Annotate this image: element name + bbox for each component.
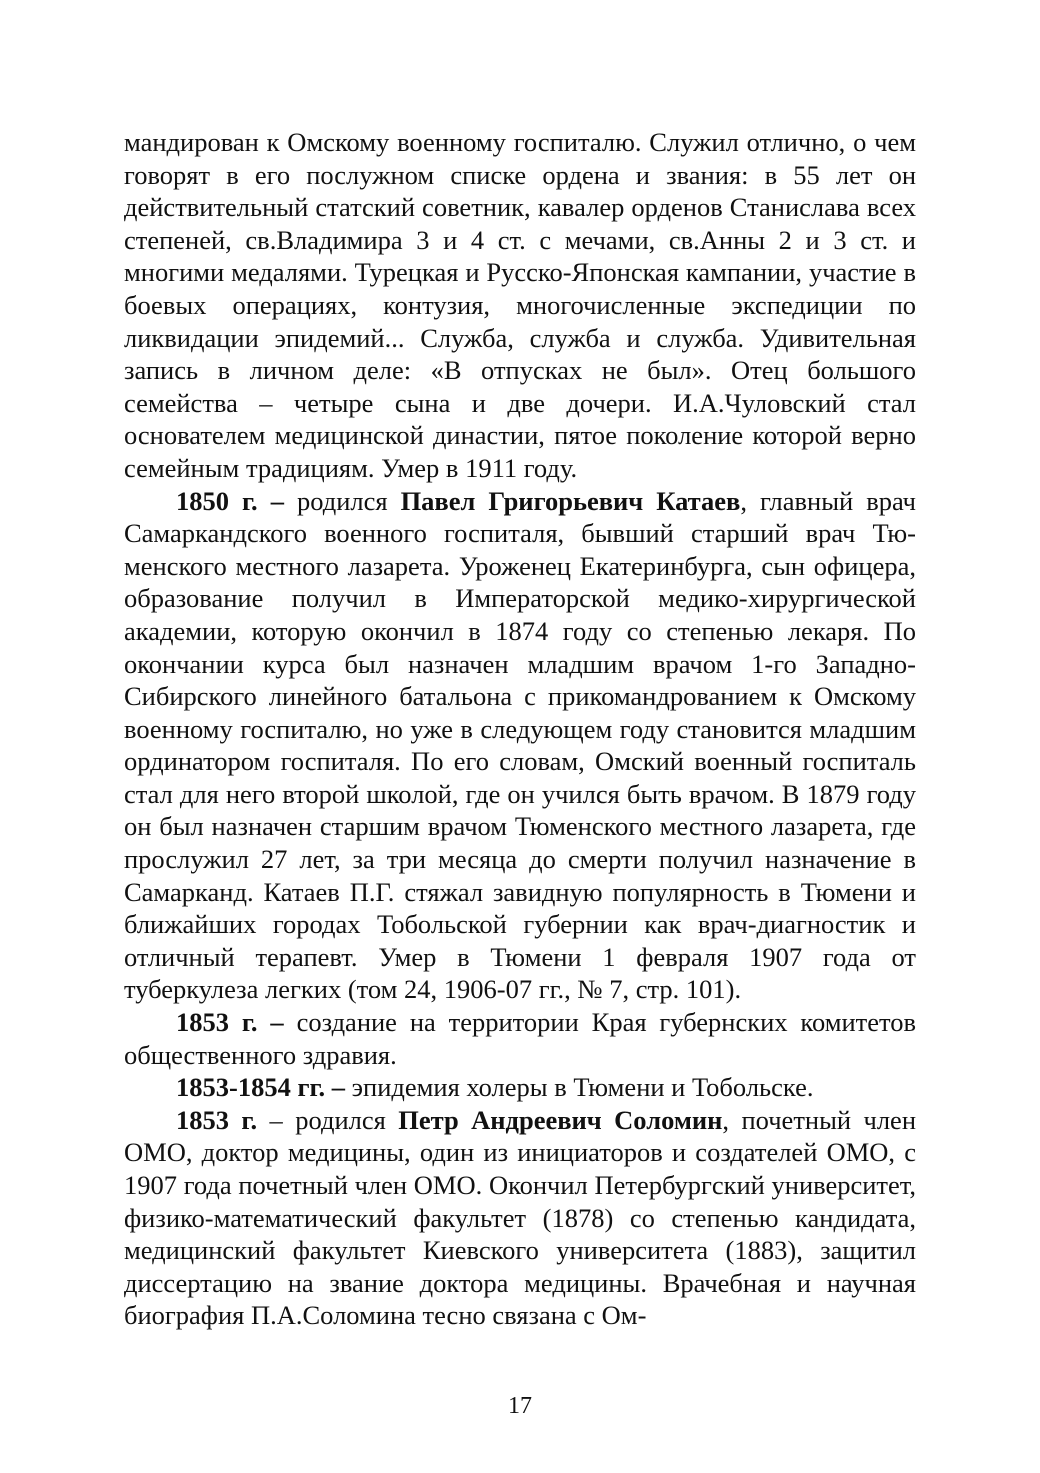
paragraph-text: , главный врач Самаркандского военного госпиталя, бывший старший врач Тюменского местного лазарета. Уроженец Екатеринбурга, сын офицера, образование получил в Императорской медико-хирургической академии, которую окончил в 1874 году со степенью лекаря. По окончании курса был назначен младшим врачом 1-го Западно-Сибирского линейного батальона с прикомандрованием к Омскому военному госпиталю, но уже в следующем году становится младшим ординатором госпиталя. По его словам, Омский военный госпиталь стал для него второй школой, где он учился быть врачом. В 1879 году он был назначен старшим врачом Тюменского местного лазарета, где прослужил 27 лет, за три месяца до смерти получил назначение в Самарканд. Катаев П.Г. стяжал завидную популярность в Тюмени и ближайших городах Тобольской губернии как врач-диагностик и отличный терапевт. Умер в Тюмени 1 февраля 1907 года от туберкулеза легких (том 24, 1906-07 гг., № 7, стр. 101).: [124, 485, 916, 1005]
paragraph-text: создание на территории Края губернских комитетов общественного здравия.: [124, 1007, 916, 1070]
year-label: 1853-1854 гг. –: [176, 1072, 346, 1103]
paragraph-text: – родился: [257, 1104, 399, 1135]
paragraph-cholera: [124, 1071, 916, 1104]
paragraph-text: родился: [283, 485, 401, 516]
paragraph-text: эпидемия холеры в Тюмени и Тобольске.: [345, 1072, 814, 1103]
paragraph-text: мандирован к Омскому военному госпиталю. Служил отлично, о чем говорят в его послужном списке ордена и звания: в 55 лет он действительный статский советник, кавалер орденов Станислава всех степеней, св.Владимира 3 и 4 ст. с мечами, св.Анны 2 и 3 ст. и многими медалями. Турецкая и Русско-Японская кампании, участие в боевых операциях, контузия, многочисленные экспедиции по ликвидации эпидемий... Служба, служба и служба. Удивительная запись в личном деле: «В отпусках не был». Отец большого семейства – четыре сына и две дочери. И.А.Чуловский стал основателем медицинской династии, пятое поколение которой верно семейным традициям. Умер в 1911 году.: [124, 127, 916, 483]
year-label: 1853 г.: [176, 1104, 258, 1135]
paragraph-chulovsky-continuation: [124, 126, 916, 485]
page-number: 17: [508, 1393, 532, 1419]
paragraph-kataev: [124, 485, 916, 1007]
body-text: [124, 126, 916, 1332]
paragraph-committees: [124, 1006, 916, 1071]
paragraph-text: , почетный член ОМО, доктор медицины, один из инициаторов и создателей ОМО, с 1907 года почетный член ОМО. Окончил Петербургский университет, физико-математический факультет (1878) со степенью кандидата, медицинский факультет Киевского университета (1883), защитил диссертацию на звание доктора медицины. Врачебная и научная биография П.А.Соломина тесно связана с Ом-: [124, 1104, 916, 1331]
person-name: Петр Андреевич Соломин: [398, 1104, 723, 1135]
paragraph-solomin: [124, 1104, 916, 1332]
person-name: Павел Григорьевич Катаев: [400, 485, 741, 516]
year-label: 1853 г. –: [176, 1007, 284, 1038]
year-label: 1850 г. –: [176, 485, 284, 516]
